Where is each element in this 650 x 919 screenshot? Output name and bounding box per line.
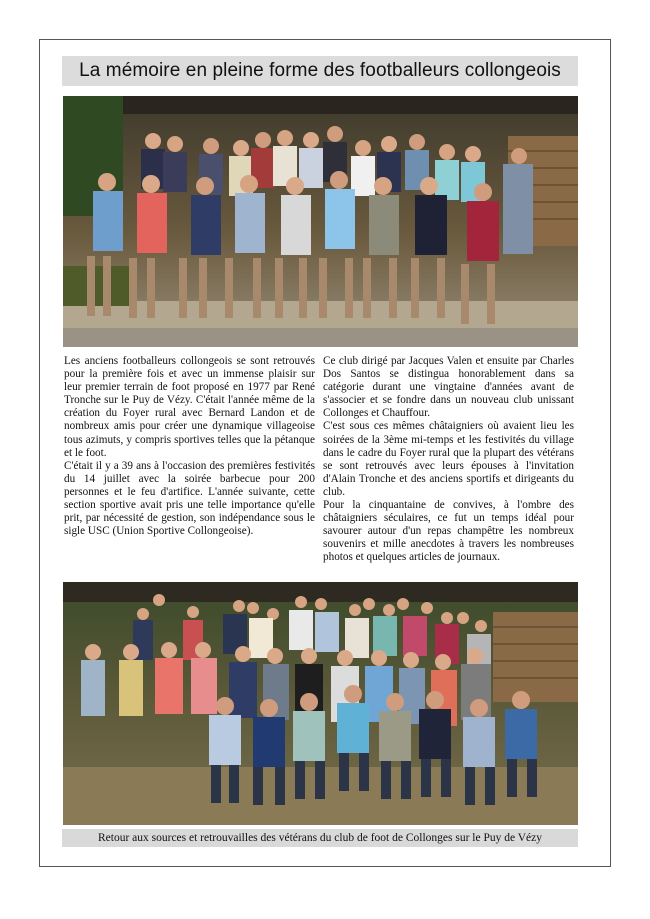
article-column-left bbox=[64, 355, 315, 538]
article-column-right bbox=[323, 355, 574, 565]
group-photo-veterans-and-spouses bbox=[63, 582, 578, 825]
photo-caption: Retour aux sources et retrouvailles des vétérans du club de foot de Collonges sur le Puy de Vézy bbox=[97, 832, 543, 844]
paragraph: C'est sous ces mêmes châtaigniers où avaient lieu les soirées de la 3ème mi-temps et les festivités du village dans le cadre du Foyer rural que la plupart des vétérans se sont retrouvés avec leurs épouses à l'invitation d'Alain Tronche et des anciens sportifs et dirigeants du club. bbox=[323, 420, 574, 498]
paragraph: Ce club dirigé par Jacques Valen et ensuite par Charles Dos Santos se distingua honorablement dans sa catégorie durant une vingtaine d'années avant de s'associer et se fondre dans un nouveau club unissant Collonges et Chauffour. bbox=[323, 355, 574, 420]
paragraph: C'était il y a 39 ans à l'occasion des premières festivités du 14 juillet avec la soirée barbecue pour 200 personnes et le feu d'artifice. L'année suivante, cette section sportive avait pris une telle importance qu'elle prit, par nécessité de gestion, son indépendance sous le sigle USC (Union Sportive Collongeoise). bbox=[64, 459, 315, 538]
photo-caption-bar bbox=[62, 829, 578, 847]
team-photo-men bbox=[63, 96, 578, 347]
title-bar bbox=[62, 56, 578, 86]
paragraph: Pour la cinquantaine de convives, à l'ombre des châtaigniers séculaires, ce fut un temps idéal pour savourer autour d'un repas champêtre les nombreux souvenirs et mille anecdotes à travers les nombreuses photos et quelques articles de journaux. bbox=[323, 499, 574, 564]
article-title: La mémoire en pleine forme des footballeurs collongeois bbox=[79, 60, 561, 81]
paragraph: Les anciens footballeurs collongeois se sont retrouvés pour la première fois et avec un immense plaisir sur leur premier terrain de foot proposé en 1977 par René Tronche sur le Puy de Vézy. C'était l'année même de la création du Foyer rural avec Bernard Landon et de nombreux amis pour créer une dynamique villageoise tous azimuts, y compris sportives telles que la pétanque et le foot. bbox=[64, 355, 315, 459]
